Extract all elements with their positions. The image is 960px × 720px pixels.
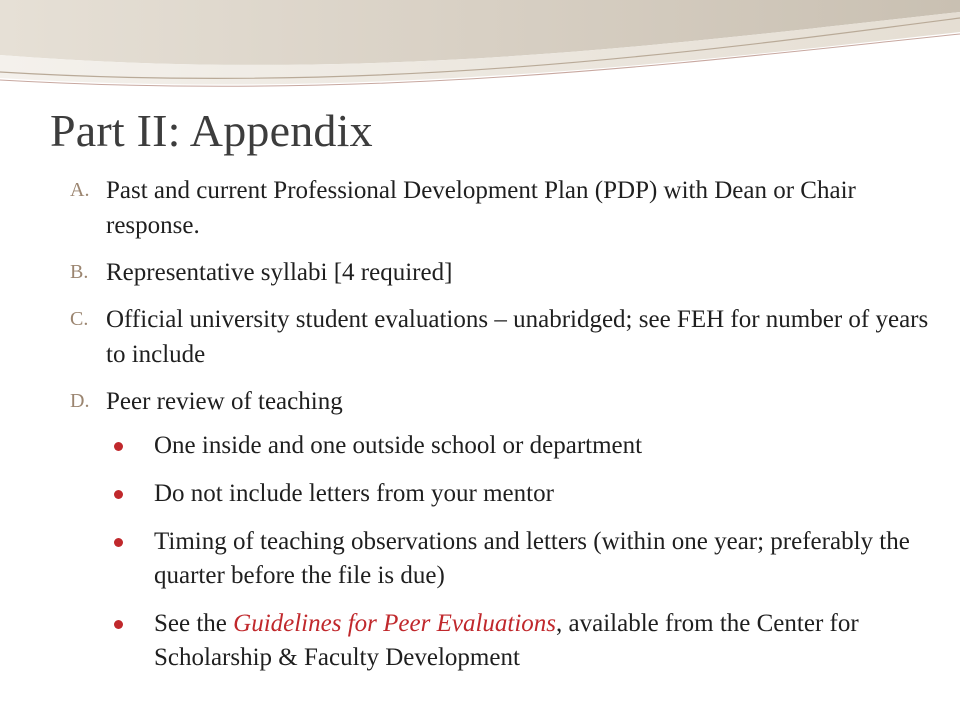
sub-list-item-text: One inside and one outside school or department: [154, 432, 643, 459]
list-item-text: Official university student evaluations – unabridged; see FEH for number of years to include: [106, 306, 929, 368]
sub-list-item: [70, 477, 930, 511]
list-item: [70, 302, 930, 372]
list-marker: A.: [70, 179, 90, 201]
list-item: [70, 384, 930, 419]
sub-list-item: [70, 429, 930, 463]
sub-list-item-text-pre: See the: [154, 610, 234, 637]
list-item: [70, 255, 930, 290]
bullet-dot-icon: [114, 620, 123, 629]
list-item: [70, 173, 930, 243]
list-item-text: Past and current Professional Development Plan (PDP) with Dean or Chair response.: [106, 177, 856, 239]
list-item-text: Peer review of teaching: [106, 388, 343, 415]
list-marker: D.: [70, 390, 90, 412]
guidelines-title: Guidelines for Peer Evaluations: [233, 610, 557, 637]
bullet-dot-icon: [114, 442, 123, 451]
decorative-swoosh-header: [0, 0, 960, 110]
slide-body: [70, 173, 930, 689]
sub-list-item: [70, 525, 930, 593]
sub-list-item: [70, 607, 930, 675]
sub-list-item-text-post: , available from the Center for Scholarship & Faculty Development: [154, 610, 859, 671]
list-marker: C.: [70, 308, 89, 330]
sub-list-item-text: Timing of teaching observations and letters (within one year; preferably the quarter before the file is due): [154, 528, 910, 589]
slide-title: Part II: Appendix: [50, 105, 373, 156]
bullet-dot-icon: [114, 490, 123, 499]
list-marker: B.: [70, 261, 89, 283]
sub-list-item-text: Do not include letters from your mentor: [154, 480, 554, 507]
bullet-dot-icon: [114, 538, 123, 547]
list-item-text: Representative syllabi [4 required]: [106, 259, 453, 286]
